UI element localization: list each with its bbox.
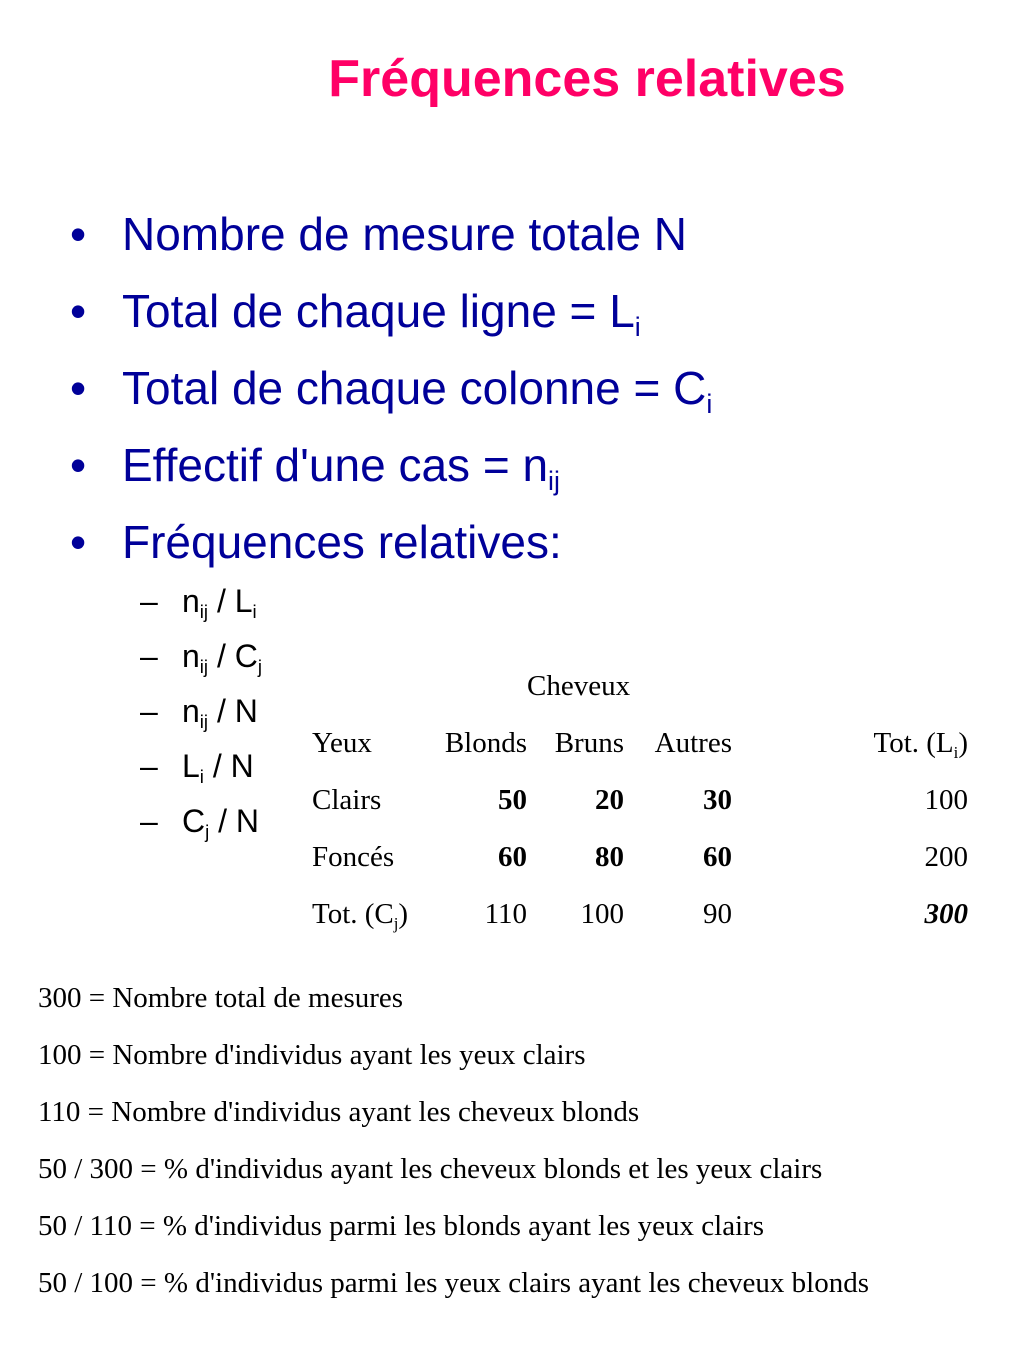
contingency-table <box>312 715 968 943</box>
bullet-marker: • <box>70 439 87 491</box>
table-cell: 20 <box>595 784 624 816</box>
table-cell: 60 <box>703 841 732 873</box>
sub-bullet-marker: – <box>140 693 158 729</box>
sub-bullet-text: $n_{ij} / C_j$ <box>182 638 262 678</box>
grand-total-cell: 300 <box>924 898 968 930</box>
bullet-marker: • <box>70 362 87 414</box>
note-line: 50 / 300 = % d'individus ayant les cheveux blonds et les yeux clairs <box>38 1153 823 1185</box>
bullet-text: Effectif d'une cas = $n_{ij}$ <box>122 439 560 497</box>
notes-list <box>38 970 869 1312</box>
sub-bullet-text: $n_{ij}$ / N <box>182 693 258 733</box>
bullet-marker: • <box>70 285 87 337</box>
note-line: 50 / 110 = % d'individus parmi les blonds ayant les yeux clairs <box>38 1210 765 1242</box>
bullet-text: Total de chaque ligne = $L_i$ <box>122 285 641 343</box>
column-header: Blonds <box>444 727 527 759</box>
sub-bullet-marker: – <box>140 638 158 674</box>
column-header: Bruns <box>554 727 624 759</box>
row-label: Clairs <box>312 784 382 816</box>
column-header: Autres <box>654 727 732 759</box>
slide-title: Fréquences relatives <box>328 50 846 108</box>
sub-bullet-marker: – <box>140 748 158 784</box>
note-line: 100 = Nombre d'individus ayant les yeux clairs <box>38 1039 586 1071</box>
sub-bullet-marker: – <box>140 803 158 839</box>
column-total-cell: 110 <box>484 898 527 930</box>
sub-bullet-text: $L_i$ / N <box>182 748 254 788</box>
sub-bullet-marker: – <box>140 583 158 619</box>
row-total-header: Tot. $(L_i)$ <box>873 727 968 762</box>
row-header-label: Yeux <box>312 727 372 759</box>
table-cell: 80 <box>595 841 624 873</box>
table-header-row <box>312 715 968 772</box>
bullet-text: Total de chaque colonne = $C_i$ <box>122 362 713 420</box>
table-cell: 60 <box>498 841 527 873</box>
row-total-cell: 100 <box>924 784 968 816</box>
bullet-marker: • <box>70 516 87 568</box>
column-total-cell: 100 <box>580 898 624 930</box>
table-row <box>312 772 968 829</box>
note-line: 300 = Nombre total de mesures <box>38 982 404 1014</box>
table-row <box>312 829 968 886</box>
bullet-text: Fréquences relatives: <box>122 516 562 568</box>
sub-bullet-text: $n_{ij} / L_i$ <box>182 583 257 623</box>
sub-bullet-text: $C_j$ / N <box>182 803 260 843</box>
table-cell: 50 <box>498 784 527 816</box>
bullet-text: Nombre de mesure totale N <box>122 208 688 260</box>
column-total-cell: 90 <box>703 898 732 930</box>
bullet-marker: • <box>70 208 87 260</box>
row-label: Foncés <box>312 841 395 873</box>
table-caption: Cheveux <box>527 670 631 702</box>
column-total-label: Tot. $(C_j)$ <box>312 898 409 933</box>
note-line: 50 / 100 = % d'individus parmi les yeux clairs ayant les cheveux blonds <box>38 1267 870 1299</box>
row-total-cell: 200 <box>924 841 968 873</box>
table-totals-row <box>312 886 968 943</box>
note-line: 110 = Nombre d'individus ayant les cheveux blonds <box>38 1096 640 1128</box>
table-cell: 30 <box>703 784 732 816</box>
